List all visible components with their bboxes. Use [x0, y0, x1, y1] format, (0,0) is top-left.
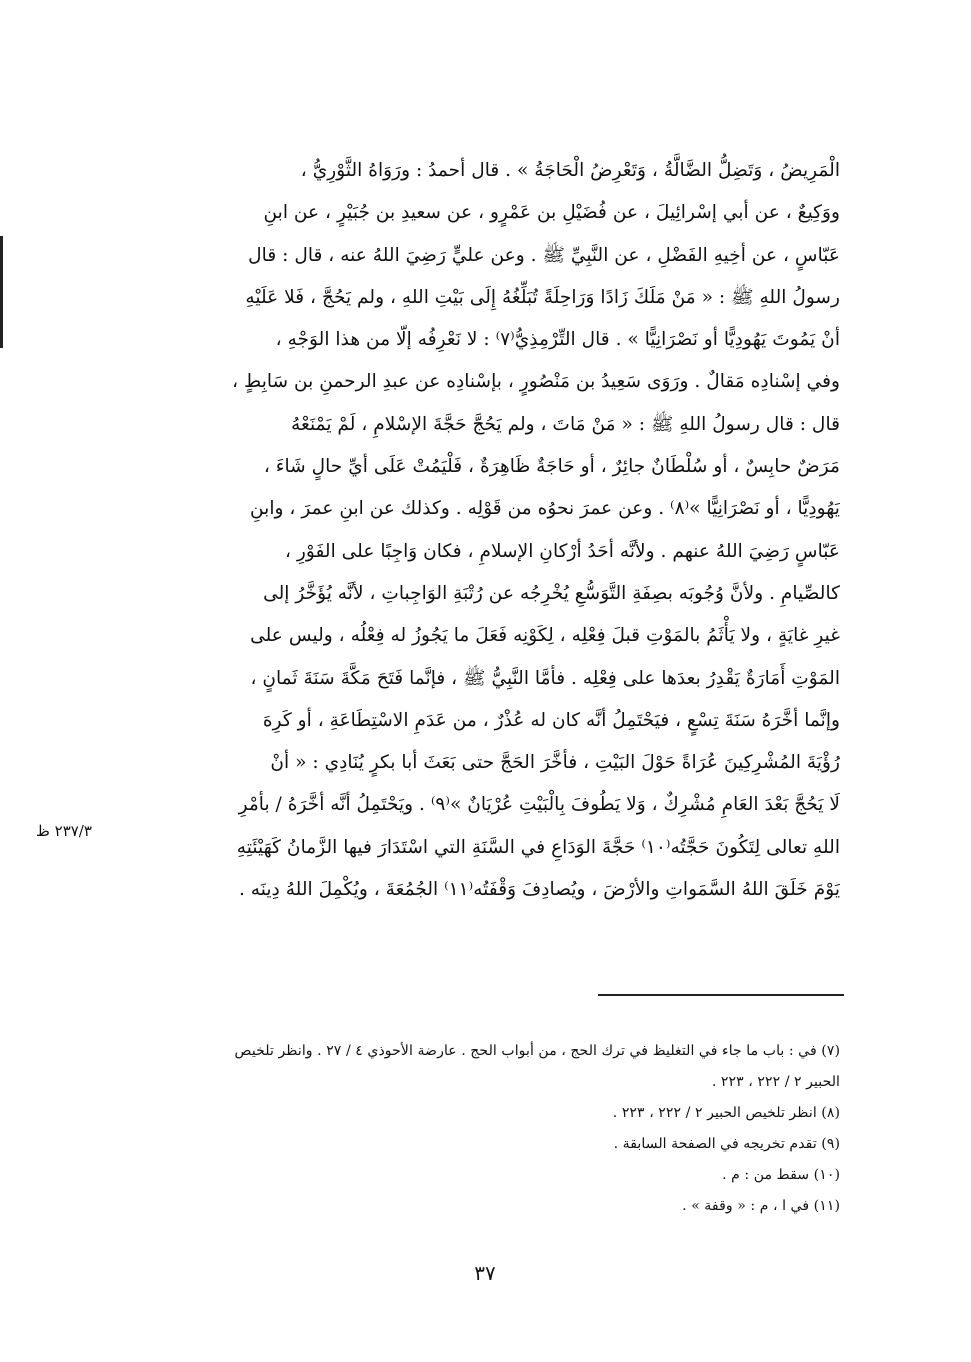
footnotes-block — [128, 1036, 840, 1222]
margin-folio-reference: ٢٣٧/٣ ظ — [36, 822, 92, 840]
page-number: ٣٧ — [474, 1261, 496, 1285]
text-line: ووَكِيعٌ ، عن أبي إسْرائِيلَ ، عن فُضَيْلِ بن عَمْرٍو ، عن سعيدِ بن جُبَيْرٍ ، عن ابنِ — [263, 202, 840, 224]
footnote-line: (٩) تقدم تخريجه في الصفحة السابقة . — [613, 1136, 840, 1152]
footnote-line: (١١) في ا ، م : « وقفة » . — [682, 1198, 840, 1214]
text-line: وإنَّما أخَّرَهُ سَنَةَ تِسْعٍ ، فيَحْتَمِلُ أنَّه كان له عُذْرٌ ، من عَدَمِ الاسْتِطَاعَةِ ، أو كَرِهَ — [262, 709, 840, 731]
text-line: رُؤْيَةَ المُشْرِكِينَ عُرَاةً حَوْلَ البَيْتِ ، فأخَّرَ الحَجَّ حتى بَعَثَ أبا بكرٍ يُنَادِي : « أنْ — [270, 752, 840, 774]
footnote-separator — [598, 994, 844, 996]
main-text-block — [128, 150, 840, 911]
text-line: لَا يَحُجَّ بَعْدَ العَامِ مُشْرِكٌ ، وَلا يَطُوفَ بِالْبَيْتِ عُرْيَانٌ »⁽٩⁾ . ويَحْتَمِلُ أنَّه أخَّرَهُ / بأمْرِ — [238, 794, 840, 816]
page-binding-edge — [0, 236, 3, 348]
text-line: عَبّاسٍ ، عن أخِيهِ الفَضْلِ ، عن النَّبِيِّ ﷺ . وعن عليٍّ رَضِيَ اللهُ عنه ، قال : قال — [248, 244, 840, 266]
text-line: يَوْمَ خَلَقَ اللهُ السَّمَواتِ والأرْضَ ، ويُصادِفَ وَقْفَتُه⁽١١⁾ الجُمُعَةَ ، ويُكْمِلَ اللهُ دِينَه . — [238, 879, 840, 901]
text-line: يَهُودِيًّا ، أو نَصْرَانِيًّا »⁽٨⁾ . وعن عمرَ نحوُه من قَوْلِه . وكذلك عن ابنِ عمرَ ، وابنِ — [250, 498, 840, 520]
text-line: مَرَضٌ حابِسٌ ، أو سُلْطَانٌ جائِرٌ ، أو حَاجَةٌ ظَاهِرَةٌ ، فَلْيَمُتْ عَلَى أيِّ حالٍ شَاءَ ، — [263, 456, 840, 478]
text-line: المَوْتِ أَمَارَةٌ يَقْدِرُ بعدَها على فِعْلِه . فأمَّا النَّبِيُّ ﷺ ، فإنَّما فَتَحَ مَكَّةَ سَنَةَ ثَمانٍ ، — [250, 667, 840, 689]
footnote-line: (٧) في : باب ما جاء في التغليظ في ترك الحج ، من أبواب الحج . عارضة الأحوذي ٤ / ٢٧ . وانظر تلخيص — [234, 1043, 840, 1059]
footnote-line: (١٠) سقط من : م . — [722, 1167, 840, 1183]
text-line: الْمَرِيضُ ، وَتَضِلُّ الضَّالَّةُ ، وَتَعْرِضُ الْحَاجَةُ » . قال أحمدُ : ورَوَاهُ الثَّوْرِيُّ ، — [300, 160, 840, 181]
text-line: اللهِ تعالى لِتَكُونَ حَجَّتُه⁽١٠⁾ حَجَّةَ الوَدَاعِ في السَّنَةِ التي اسْتَدَارَ فيها الزَّمانُ كَهَيْئَتِهِ — [236, 836, 840, 858]
text-line: رسولُ اللهِ ﷺ : « مَنْ مَلَكَ زَادًا وَرَاحِلَةً تُبَلِّغُهُ إِلَى بَيْتِ اللهِ ، ولم يَحُجَّ ، فَلا عَلَيْهِ — [245, 286, 840, 308]
text-line: قال : قال رسولُ اللهِ ﷺ : « مَنْ مَاتَ ، ولم يَحُجَّ حَجَّةَ الإسْلامِ ، لَمْ يَمْنَعْهُ — [291, 413, 840, 435]
text-line: وفي إسْنادِه مَقالٌ . ورَوَى سَعِيدُ بن مَنْصُورٍ ، بإسْنادِه عن عبدِ الرحمنِ بن سَابِطٍ ، — [232, 371, 840, 393]
text-line: غيرِ غايَةٍ ، ولا يَأْثَمُ بالمَوْتِ قبلَ فِعْلِه ، لِكَوْنِه فَعَلَ ما يَجُوزُ له فِعْلُه ، وليس على — [250, 625, 840, 647]
footnote-line: (٨) انظر تلخيص الحبير ٢ / ٢٢٢ ، ٢٢٣ . — [612, 1105, 840, 1121]
text-line: أنْ يَمُوتَ يَهُودِيًّا أو نَصْرَانِيًّا » . قال التِّرْمِذِيُّ⁽٧⁾ : لا نَعْرِفُه إلّا من هذا الوَجْهِ ، — [275, 329, 840, 351]
footnote-line: الحبير ٢ / ٢٢٢ ، ٢٢٣ . — [711, 1074, 840, 1090]
text-line: عَبّاسٍ رَضِيَ اللهُ عنهم . ولأنَّه أحَدُ أرْكانِ الإسلامِ ، فكان وَاجِبًا على الفَوْرِ ، — [285, 540, 840, 562]
text-line: كالصِّيامِ . ولأنَّ وُجُوبَه بصِفَةِ التَّوَسُّعِ يُخْرِجُه عن رُتْبَةِ الوَاجِباتِ ، لأنَّه يُؤَخَّرُ إلى — [263, 582, 840, 604]
